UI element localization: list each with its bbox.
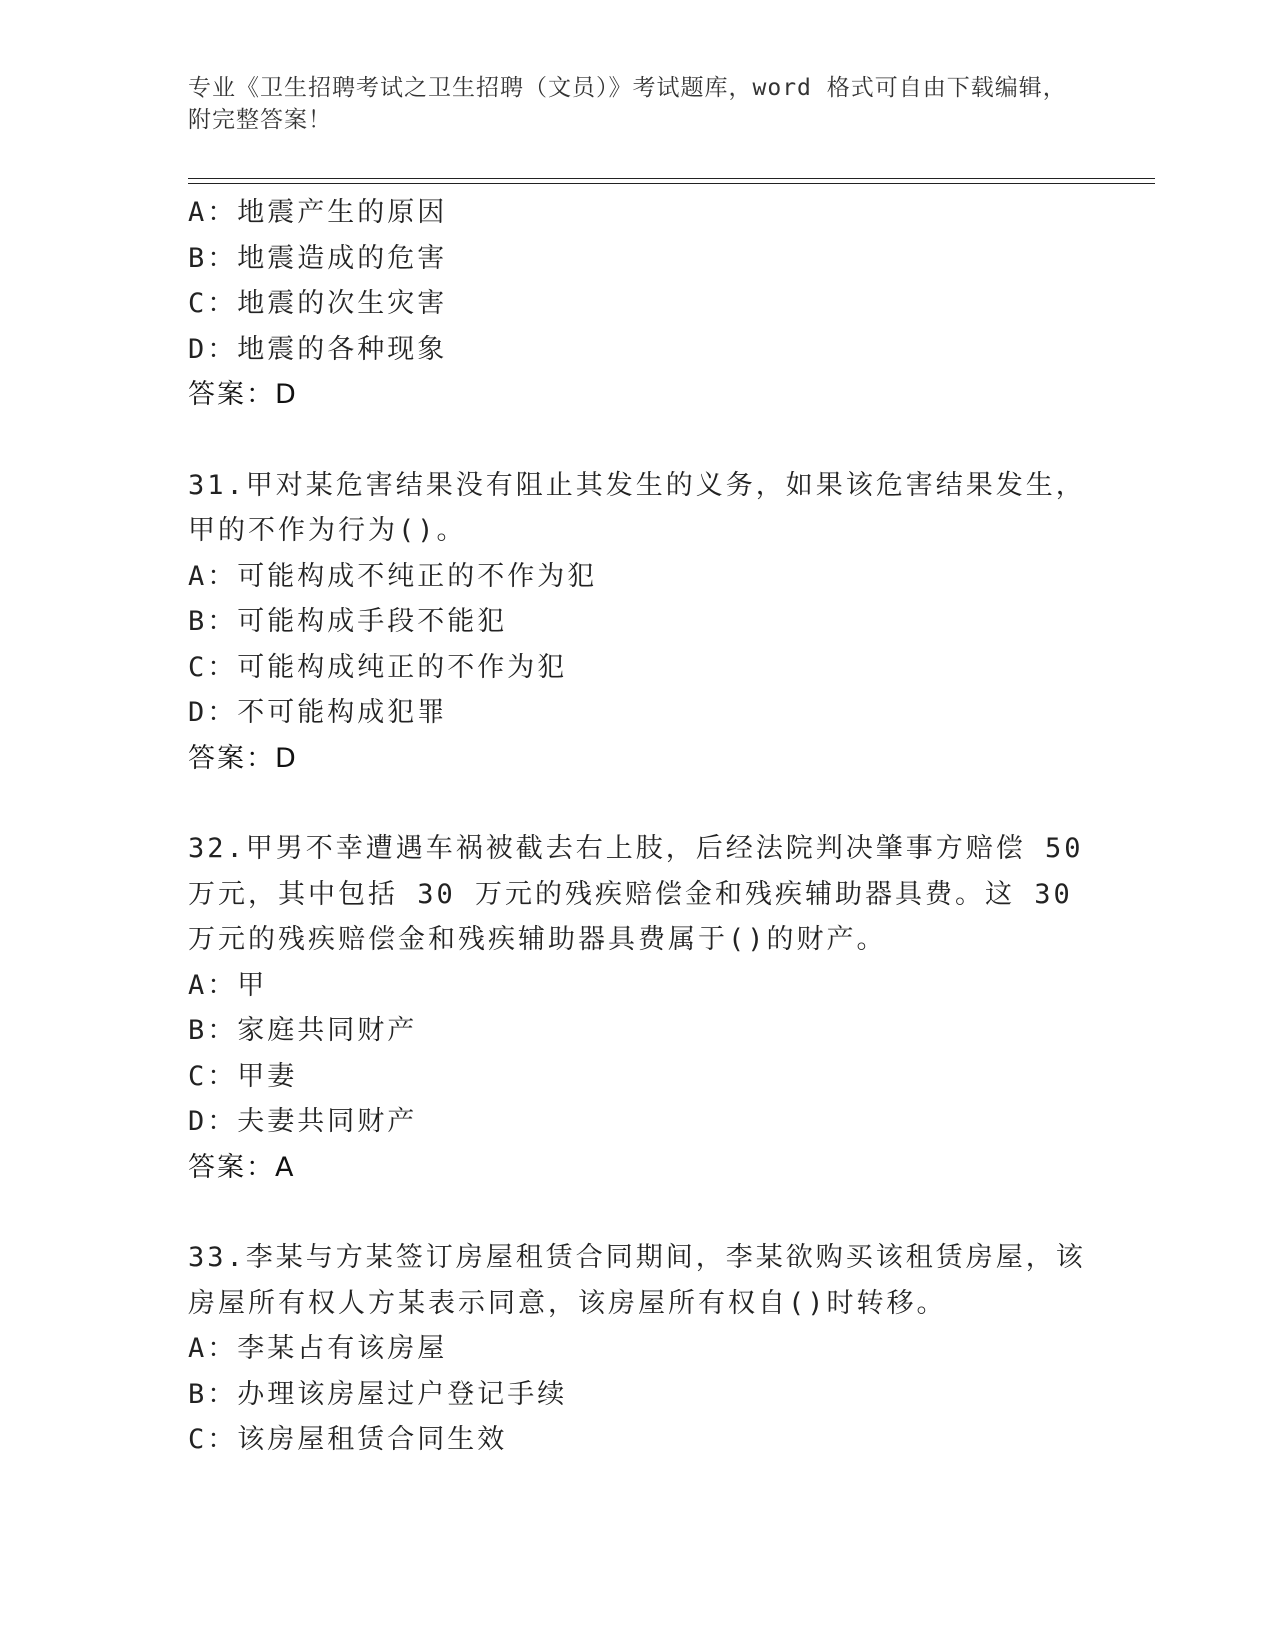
block-spacer (188, 418, 1088, 463)
answer: 答案：D (188, 379, 298, 410)
option-c: C：地震的次生灾害 (188, 288, 448, 319)
option-c: C：该房屋租赁合同生效 (188, 1424, 508, 1455)
question-block (188, 463, 1088, 782)
question-block (188, 1235, 1088, 1463)
option-a: A：地震产生的原因 (188, 197, 448, 228)
question-text: 33.李某与方某签订房屋租赁合同期间，李某欲购买该租赁房屋，该房屋所有权人方某表示同意，该房屋所有权自()时转移。 (188, 1242, 1086, 1319)
option-b: B：可能构成手段不能犯 (188, 606, 508, 637)
answer: 答案：D (188, 742, 298, 774)
question-text: 32.甲男不幸遭遇车祸被截去右上肢，后经法院判决肇事方赔偿 50 万元，其中包括 30 万元的残疾赔偿金和残疾辅助器具费。这 30 万元的残疾赔偿金和残疾辅助器具费属于()的财产。 (188, 833, 1084, 955)
option-c: C：可能构成纯正的不作为犯 (188, 651, 568, 683)
option-a: A：甲 (188, 969, 268, 1001)
question-block (188, 826, 1088, 1190)
option-b: B：办理该房屋过户登记手续 (188, 1378, 568, 1410)
option-a: A：可能构成不纯正的不作为犯 (188, 560, 598, 592)
question-text: 31.甲对某危害结果没有阻止其发生的义务，如果该危害结果发生，甲的不作为行为()。 (188, 469, 1086, 546)
block-spacer (188, 1190, 1088, 1235)
option-d: D：地震的各种现象 (188, 333, 448, 365)
option-b: B：地震造成的危害 (188, 242, 448, 274)
document-header: 专业《卫生招聘考试之卫生招聘（文员）》考试题库，word 格式可自由下载编辑，附完整答案！ (188, 75, 1067, 133)
question-list (188, 190, 1088, 1463)
option-a: A：李某占有该房屋 (188, 1333, 448, 1364)
question-block (188, 190, 1088, 418)
option-d: D：夫妻共同财产 (188, 1106, 418, 1137)
answer: 答案：A (188, 1151, 296, 1183)
header-divider-bottom (188, 183, 1155, 184)
block-spacer (188, 781, 1088, 826)
option-b: B：家庭共同财产 (188, 1015, 418, 1046)
header-divider-top (188, 178, 1155, 179)
option-d: D：不可能构成犯罪 (188, 697, 448, 728)
option-c: C：甲妻 (188, 1060, 298, 1092)
